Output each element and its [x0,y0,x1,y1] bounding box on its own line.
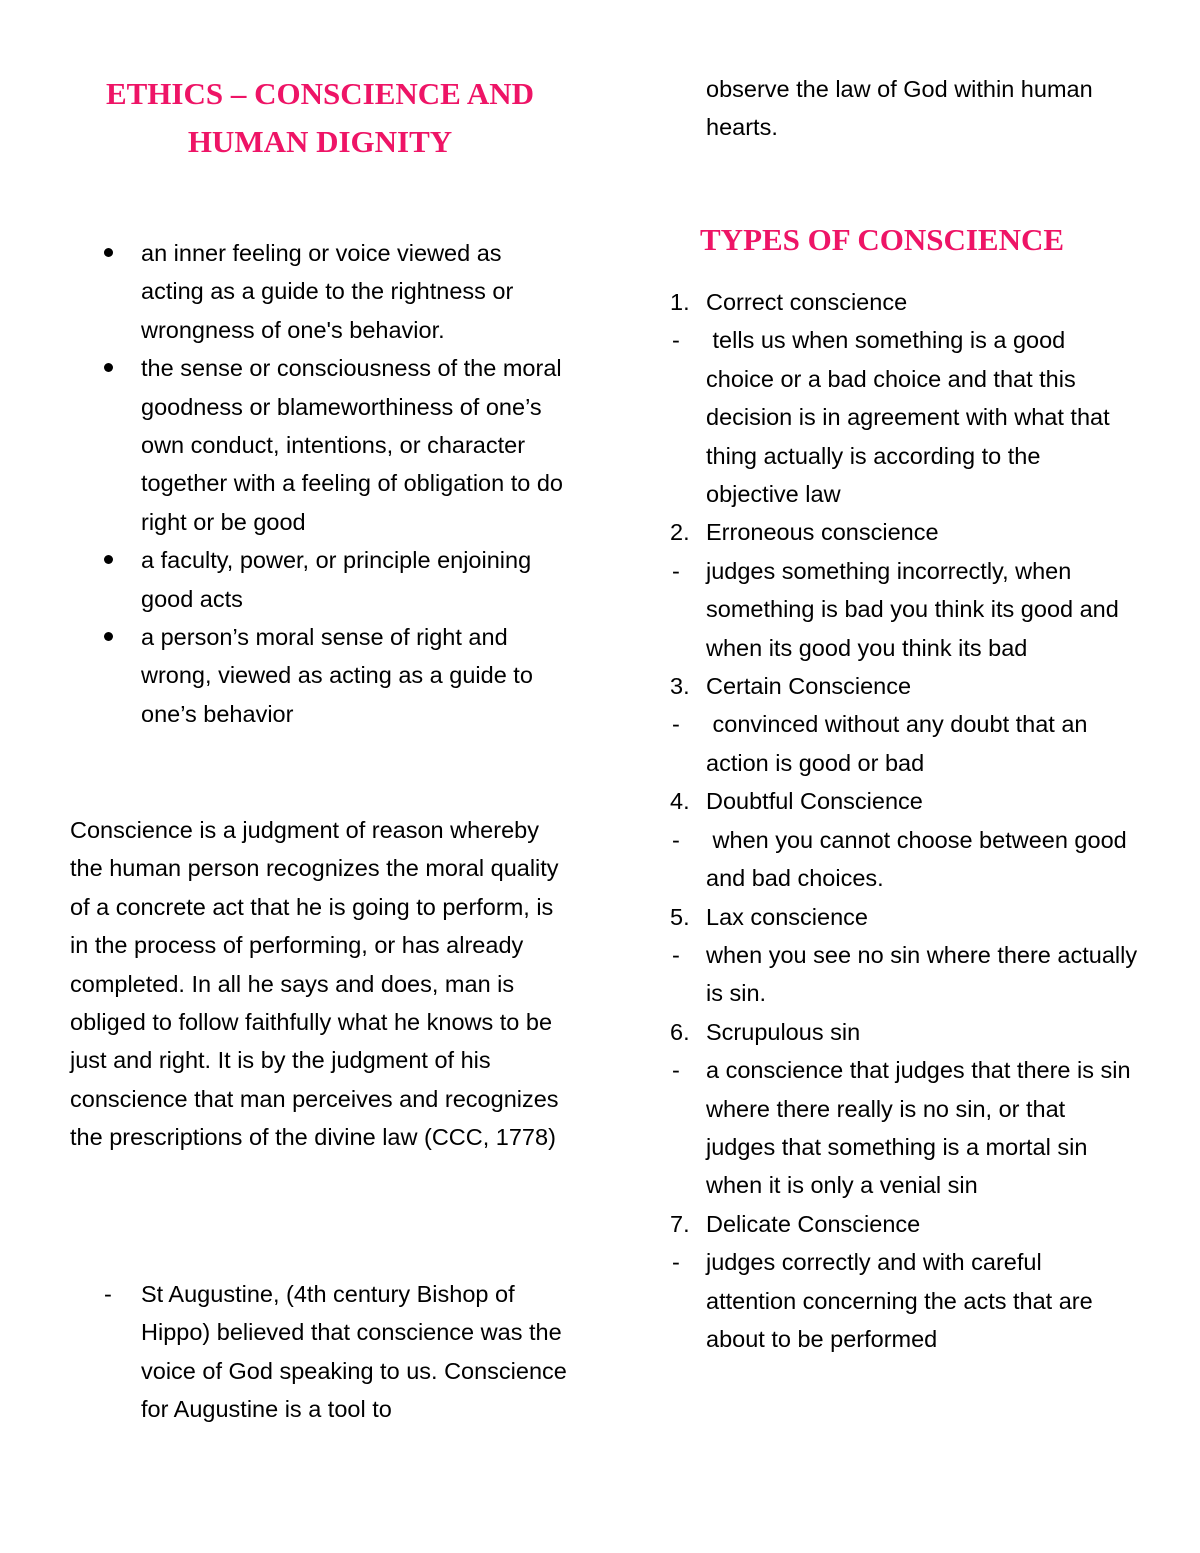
type-name: Certain Conscience [706,673,912,700]
type-name: Scrupulous sin [706,1018,861,1045]
type-description-row [668,552,1138,667]
bullet-icon [104,632,113,641]
list-item [100,541,570,618]
types-list [668,283,1138,1358]
type-number: 7. [670,1210,690,1237]
list-item [668,782,1138,897]
dash-marker: - [672,1249,680,1276]
list-item [668,1205,1138,1359]
list-item [100,1275,570,1429]
type-title-row [668,1205,1138,1243]
type-number: 6. [670,1018,690,1045]
dash-marker: - [672,327,680,354]
type-title-row [668,782,1138,820]
dash-marker: - [104,1281,112,1307]
dash-marker: - [672,941,680,968]
dash-marker: - [672,711,680,738]
type-description-row [668,936,1138,1013]
type-description: a conscience that judges that there is sin where there really is no sin, or that judges that something is a mortal sin when it is only a venial sin [706,1057,1131,1199]
types-heading: TYPES OF CONSCIENCE [700,222,1065,257]
definition-list [100,234,570,733]
type-description: convinced without any doubt that an action is good or bad [706,711,1095,776]
list-item [668,513,1138,667]
bullet-icon [104,363,113,372]
type-description-row [668,705,1138,782]
type-name: Erroneous conscience [706,519,939,546]
augustine-text: St Augustine, (4th century Bishop of Hippo) believed that conscience was the voice of God speaking to us. Conscience for Augustine is a tool to [141,1281,567,1423]
conscience-paragraph: Conscience is a judgment of reason whereby the human person recognizes the moral quality of a concrete act that he is going to perform, is in the process of performing, or has already completed. In all he says and does, man is obliged to follow faithfully what he knows to be just and right. It is by the judgment of his conscience that man perceives and recognizes the prescriptions of the divine law (CCC, 1778) [70,817,559,1151]
list-item [668,667,1138,782]
definition-text: the sense or consciousness of the moral goodness or blameworthiness of one’s own conduct, intentions, or character together with a feeling of obligation to do right or be good [141,355,563,535]
type-title-row [668,513,1138,551]
list-item [100,618,570,733]
type-number: 2. [670,519,690,546]
type-title-row [668,667,1138,705]
type-description: judges something incorrectly, when something is bad you think its good and when its good you think its bad [706,557,1119,661]
type-description-row [668,1051,1138,1205]
type-name: Delicate Conscience [706,1210,921,1237]
augustine-continuation: observe the law of God within human hearts. [706,76,1093,141]
type-name: Doubtful Conscience [706,788,923,815]
dash-marker: - [672,826,680,853]
list-item [668,898,1138,1013]
type-title-row [668,283,1138,321]
dash-marker: - [672,1057,680,1084]
type-description-row [668,821,1138,898]
definition-text: a person’s moral sense of right and wrong, viewed as acting as a guide to one’s behavior [141,624,533,727]
list-item [668,283,1138,513]
page-title: ETHICS – CONSCIENCE AND HUMAN DIGNITY [105,76,535,159]
type-number: 5. [670,903,690,930]
type-description: when you cannot choose between good and bad choices. [706,826,1134,892]
type-description-row [668,1243,1138,1358]
type-description-row [668,321,1138,513]
type-number: 1. [670,289,690,315]
type-number: 3. [670,673,690,700]
type-name: Correct conscience [706,289,908,315]
list-item [668,1013,1138,1205]
list-item [100,234,570,349]
bullet-icon [104,248,113,257]
type-number: 4. [670,788,690,815]
type-title-row [668,898,1138,936]
bullet-icon [104,555,113,564]
list-item [100,349,570,541]
type-description: judges correctly and with careful attention concerning the acts that are about to be performed [706,1249,1093,1352]
augustine-list [100,1275,570,1429]
type-description: tells us when something is a good choice or a bad choice and that this decision is in agreement with what that thing actually is according to the objective law [706,327,1117,508]
type-title-row [668,1013,1138,1051]
definition-text: a faculty, power, or principle enjoining good acts [141,547,532,612]
type-description: when you see no sin where there actually is sin. [706,941,1138,1007]
type-name: Lax conscience [706,903,868,930]
dash-marker: - [672,557,680,584]
definition-text: an inner feeling or voice viewed as acting as a guide to the rightness or wrongness of one's behavior. [141,240,514,343]
